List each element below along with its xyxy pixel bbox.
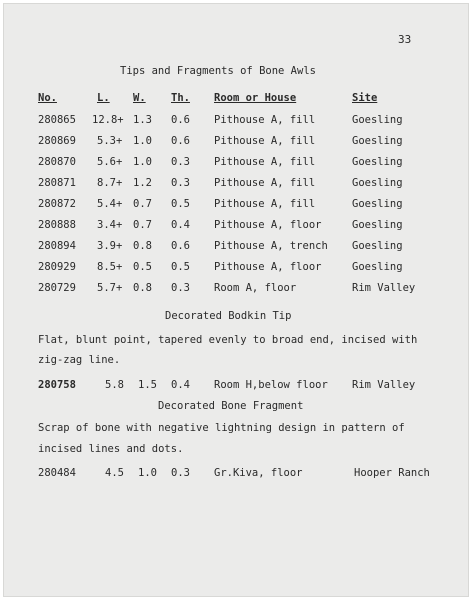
site-value: Goesling [352,177,403,189]
catalog-number: 280870 [38,156,76,168]
site-value: Goesling [352,114,403,126]
thickness-value: 0.3 [171,156,190,168]
length-value: 3.4+ [97,219,123,231]
width-value: 1.2 [133,177,152,189]
table-row [0,219,472,237]
column-header-no: No. [38,92,57,104]
thickness-value: 0.3 [171,282,190,294]
fragment-description-line-1: Scrap of bone with negative lightning design in pattern of [38,422,405,434]
room-value: Pithouse A, fill [214,114,316,126]
bodkin-description-line-1: Flat, blunt point, tapered evenly to broad end, incised with [38,334,418,346]
length-value: 8.5+ [97,261,123,273]
site-value: Rim Valley [352,282,416,294]
catalog-number: 280929 [38,261,76,273]
table-row [0,156,472,174]
room-value: Pithouse A, floor [214,219,322,231]
column-header-site: Site [352,92,378,104]
catalog-number: 280894 [38,240,76,252]
width-value: 0.7 [133,219,152,231]
catalog-number: 280888 [38,219,76,231]
catalog-number: 280484 [38,467,76,479]
page-number: 33 [398,33,412,46]
thickness-value: 0.4 [171,219,190,231]
width-value: 1.3 [133,114,152,126]
room-value: Room H,below floor [214,379,328,391]
site-value: Goesling [352,219,403,231]
thickness-value: 0.4 [171,379,190,391]
table-row [0,261,472,279]
column-header-width: W. [133,92,146,104]
catalog-number: 280869 [38,135,76,147]
width-value: 1.0 [133,135,152,147]
width-value: 1.0 [133,156,152,168]
fragment-description-line-2: incised lines and dots. [38,443,184,455]
section-title-bone-awls: Tips and Fragments of Bone Awls [120,65,316,77]
room-value: Pithouse A, fill [214,156,316,168]
width-value: 0.8 [133,282,152,294]
site-value: Goesling [352,198,403,210]
site-value: Goesling [352,135,403,147]
length-value: 5.7+ [97,282,123,294]
room-value: Pithouse A, floor [214,261,322,273]
catalog-number: 280871 [38,177,76,189]
table-row [0,114,472,132]
thickness-value: 0.5 [171,261,190,273]
width-value: 0.7 [133,198,152,210]
site-value: Goesling [352,261,403,273]
column-header-room: Room or House [214,92,297,104]
thickness-value: 0.6 [171,114,190,126]
site-value: Goesling [352,156,403,168]
section-title-bone-fragment: Decorated Bone Fragment [158,400,304,412]
table-row [0,198,472,216]
room-value: Gr.Kiva, floor [214,467,303,479]
catalog-number: 280729 [38,282,76,294]
table-row [0,282,472,300]
table-row [0,467,472,485]
table-row [0,379,472,397]
width-value: 0.5 [133,261,152,273]
length-value: 8.7+ [97,177,123,189]
length-value: 5.6+ [97,156,123,168]
catalog-number: 280758 [38,379,76,391]
catalog-number: 280872 [38,198,76,210]
table-row [0,177,472,195]
table-row [0,135,472,153]
width-value: 0.8 [133,240,152,252]
length-value: 5.3+ [97,135,123,147]
bodkin-description-line-2: zig-zag line. [38,354,121,366]
room-value: Pithouse A, fill [214,198,316,210]
section-title-bodkin-tip: Decorated Bodkin Tip [165,310,292,322]
length-value: 5.8 [105,379,124,391]
site-value: Hooper Ranch [354,467,430,479]
room-value: Room A, floor [214,282,297,294]
thickness-value: 0.3 [171,467,190,479]
room-value: Pithouse A, fill [214,135,316,147]
width-value: 1.5 [138,379,157,391]
length-value: 4.5 [105,467,124,479]
catalog-number: 280865 [38,114,76,126]
site-value: Goesling [352,240,403,252]
column-header-thickness: Th. [171,92,190,104]
room-value: Pithouse A, fill [214,177,316,189]
thickness-value: 0.6 [171,240,190,252]
length-value: 3.9+ [97,240,123,252]
length-value: 12.8+ [92,114,124,126]
thickness-value: 0.5 [171,198,190,210]
column-header-length: L. [97,92,110,104]
width-value: 1.0 [138,467,157,479]
table-row [0,240,472,258]
thickness-value: 0.6 [171,135,190,147]
length-value: 5.4+ [97,198,123,210]
room-value: Pithouse A, trench [214,240,328,252]
site-value: Rim Valley [352,379,416,391]
thickness-value: 0.3 [171,177,190,189]
